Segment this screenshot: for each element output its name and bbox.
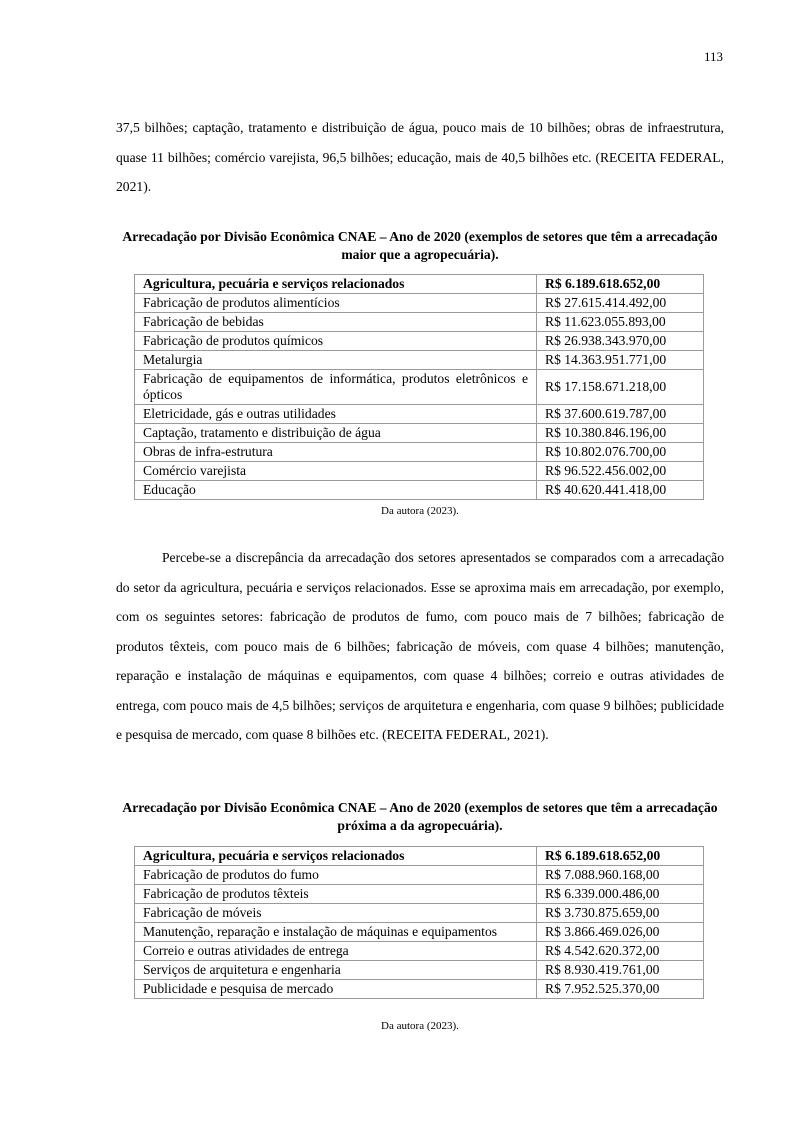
table1-source: Da autora (2023). <box>381 505 459 517</box>
row-label: Fabricação de bebidas <box>135 313 537 332</box>
table2-caption: Arrecadação por Divisão Econômica CNAE – Ano de 2020 (exemplos de setores que têm a arrecadação próxima a da agropecuária). <box>122 800 718 833</box>
table-row <box>135 332 704 351</box>
row-value: R$ 8.930.419.761,00 <box>537 961 704 980</box>
row-label: Fabricação de produtos do fumo <box>135 866 537 885</box>
table-row <box>135 294 704 313</box>
row-label: Comércio varejista <box>135 462 537 481</box>
row-value: R$ 37.600.619.787,00 <box>537 405 704 424</box>
row-value: R$ 10.380.846.196,00 <box>537 424 704 443</box>
table-row <box>135 866 704 885</box>
table2-source: Da autora (2023). <box>381 1020 459 1032</box>
table-row <box>135 961 704 980</box>
row-value: R$ 11.623.055.893,00 <box>537 313 704 332</box>
table2 <box>134 846 704 999</box>
table1-header-value: R$ 6.189.618.652,00 <box>537 275 704 294</box>
row-value: R$ 26.938.343.970,00 <box>537 332 704 351</box>
row-value: R$ 96.522.456.002,00 <box>537 462 704 481</box>
table1-header-row <box>135 275 704 294</box>
row-label: Publicidade e pesquisa de mercado <box>135 980 537 999</box>
table-row <box>135 885 704 904</box>
table-row <box>135 405 704 424</box>
paragraph-intro: 37,5 bilhões; captação, tratamento e distribuição de água, pouco mais de 10 bilhões; obras de infraestrutura, quase 11 bilhões; comércio varejista, 96,5 bilhões; educação, mais de 40,5 bilhões etc. (RECEITA FEDERAL, 2021). <box>116 120 724 194</box>
table-row <box>135 904 704 923</box>
table-row <box>135 351 704 370</box>
row-value: R$ 10.802.076.700,00 <box>537 443 704 462</box>
row-value: R$ 7.088.960.168,00 <box>537 866 704 885</box>
table-row <box>135 481 704 500</box>
table2-header-row <box>135 847 704 866</box>
row-value: R$ 14.363.951.771,00 <box>537 351 704 370</box>
row-label: Serviços de arquitetura e engenharia <box>135 961 537 980</box>
row-label: Manutenção, reparação e instalação de máquinas e equipamentos <box>135 923 537 942</box>
row-label: Educação <box>135 481 537 500</box>
row-label: Metalurgia <box>135 351 537 370</box>
table2-header-value: R$ 6.189.618.652,00 <box>537 847 704 866</box>
table2-header-label: Agricultura, pecuária e serviços relacionados <box>135 847 537 866</box>
row-label: Fabricação de produtos alimentícios <box>135 294 537 313</box>
row-value: R$ 7.952.525.370,00 <box>537 980 704 999</box>
row-value: R$ 6.339.000.486,00 <box>537 885 704 904</box>
table-row <box>135 980 704 999</box>
row-value: R$ 27.615.414.492,00 <box>537 294 704 313</box>
row-value: R$ 3.730.875.659,00 <box>537 904 704 923</box>
row-label: Eletricidade, gás e outras utilidades <box>135 405 537 424</box>
paragraph-discussion: Percebe-se a discrepância da arrecadação dos setores apresentados se comparados com a arrecadação do setor da agricultura, pecuária e serviços relacionados. Esse se aproxima mais em arrecadação, por exemplo, com os seguintes setores: fabricação de produtos de fumo, com pouco mais de 7 bilhões; fabricação de produtos têxteis, com pouco mais de 6 bilhões; fabricação de móveis, com quase 4 bilhões; manutenção, reparação e instalação de máquinas e equipamentos, com quase 4 bilhões; correio e outras atividades de entrega, com pouco mais de 4,5 bilhões; serviços de arquitetura e engenharia, com quase 9 bilhões; publicidade e pesquisa de mercado, com quase 8 bilhões etc. (RECEITA FEDERAL, 2021). <box>116 550 724 742</box>
table-row <box>135 313 704 332</box>
table-row <box>135 424 704 443</box>
table-row <box>135 370 704 405</box>
row-label: Fabricação de produtos químicos <box>135 332 537 351</box>
row-label: Obras de infra-estrutura <box>135 443 537 462</box>
table1-header-label: Agricultura, pecuária e serviços relacionados <box>135 275 537 294</box>
row-value: R$ 17.158.671.218,00 <box>537 370 704 405</box>
table1-caption: Arrecadação por Divisão Econômica CNAE – Ano de 2020 (exemplos de setores que têm a arrecadação maior que a agropecuária). <box>122 229 718 262</box>
row-label: Correio e outras atividades de entrega <box>135 942 537 961</box>
row-label: Fabricação de equipamentos de informática, produtos eletrônicos e ópticos <box>135 370 537 405</box>
table2-body <box>135 847 704 999</box>
row-label: Fabricação de móveis <box>135 904 537 923</box>
table1-body <box>135 275 704 500</box>
row-label: Captação, tratamento e distribuição de água <box>135 424 537 443</box>
row-value: R$ 4.542.620.372,00 <box>537 942 704 961</box>
row-label: Fabricação de produtos têxteis <box>135 885 537 904</box>
row-value: R$ 40.620.441.418,00 <box>537 481 704 500</box>
row-value: R$ 3.866.469.026,00 <box>537 923 704 942</box>
table-row <box>135 942 704 961</box>
table-row <box>135 462 704 481</box>
page-number: 113 <box>703 49 723 64</box>
table-row <box>135 923 704 942</box>
table-row <box>135 443 704 462</box>
table1 <box>134 274 704 500</box>
